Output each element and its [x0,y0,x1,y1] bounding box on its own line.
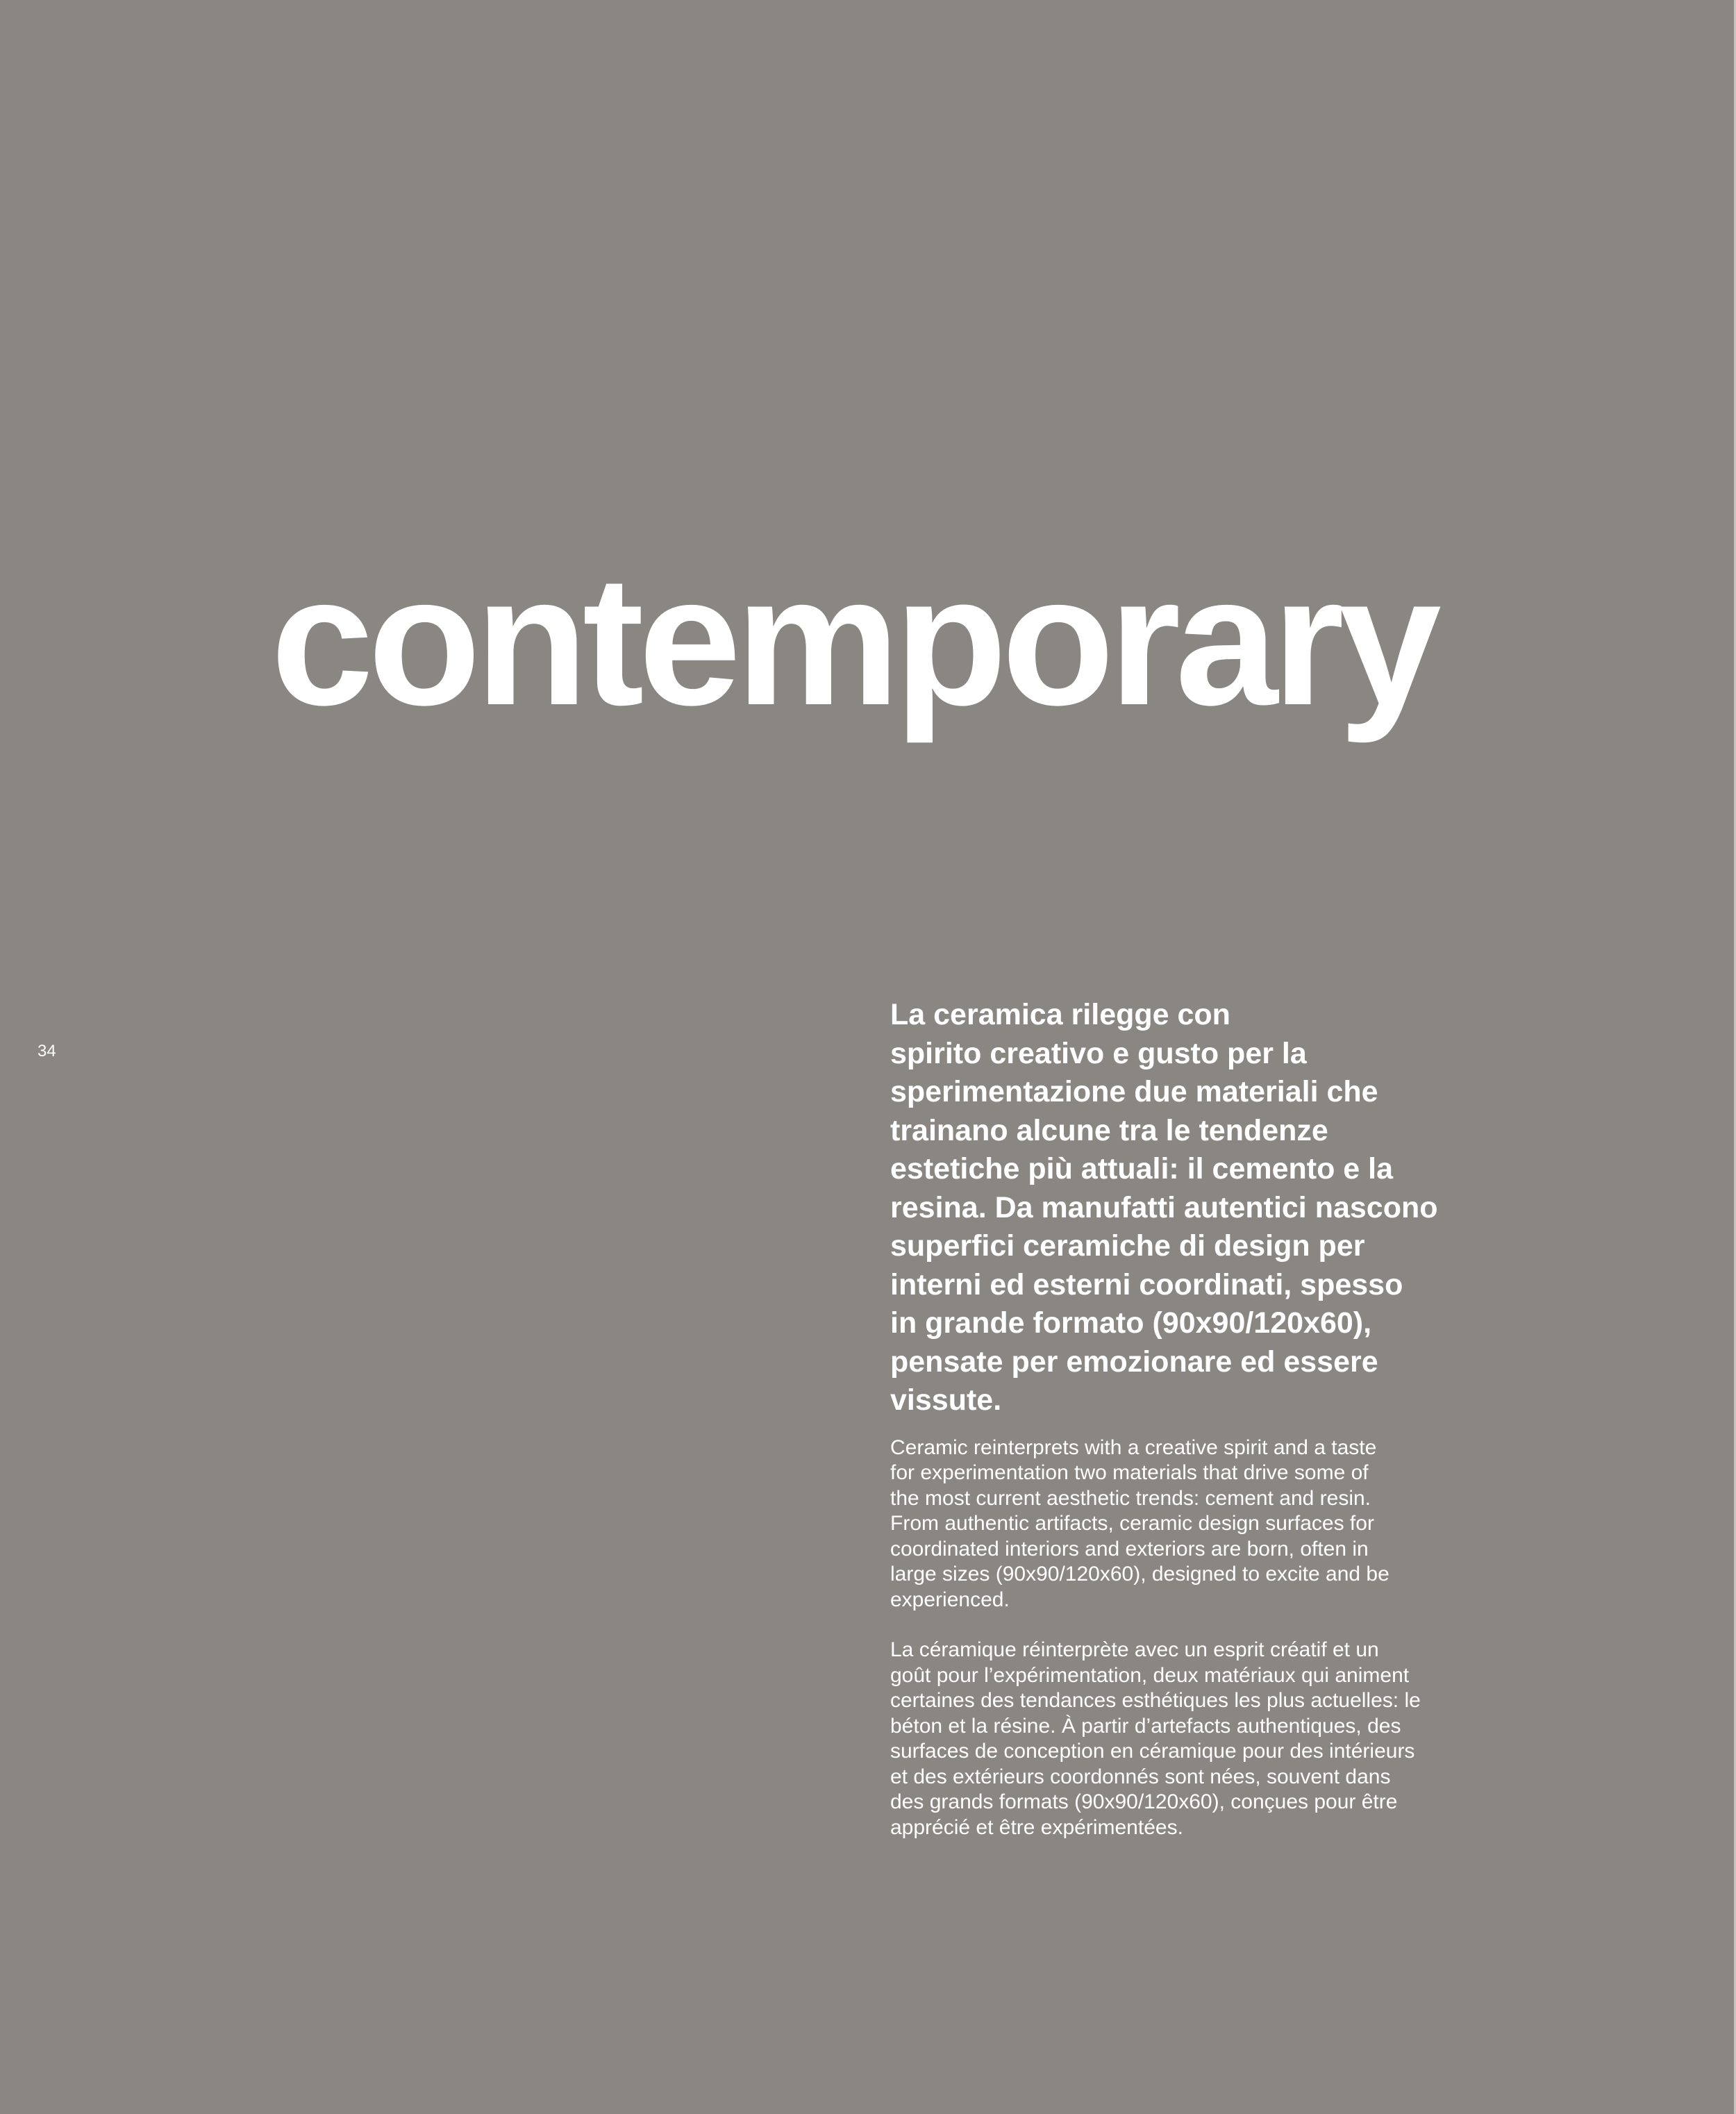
page-number: 34 [37,1042,56,1060]
italian-lead-paragraph: La ceramica rilegge con spirito creativo e gusto per la sperimentazione due materiali che trainano alcune tra le tendenze estetiche più attuali: il cemento e la resina. Da manufatti autentici nascono superfici ceramiche di design per interni ed esterni coordinati, spesso in grande formato (90x90/120x60), pensate per emozionare ed essere vissute. [890,998,1438,1417]
french-paragraph: La céramique réinterprète avec un esprit créatif et un goût pour l’expérimentation, deux matériaux qui animent certaines des tendances esthétiques les plus actuelles: le béton et la résine. À partir d’artefacts authentiques, des surfaces de conception en céramique pour des intérieurs et des extérieurs coordonnés sont nées, souvent dans des grands formats (90x90/120x60), conçues pour être apprécié et être expérimentées. [890,1638,1421,1839]
english-paragraph: Ceramic reinterprets with a creative spirit and a taste for experimentation two materials that drive some of the most current aesthetic trends: cement and resin. From authentic artifacts, ceramic design surfaces for coordinated interiors and exteriors are born, often in large sizes (90x90/120x60), designed to excite and be experienced. [890,1435,1389,1611]
page-title: contemporary [271,538,1436,744]
description-column [890,996,1515,1840]
